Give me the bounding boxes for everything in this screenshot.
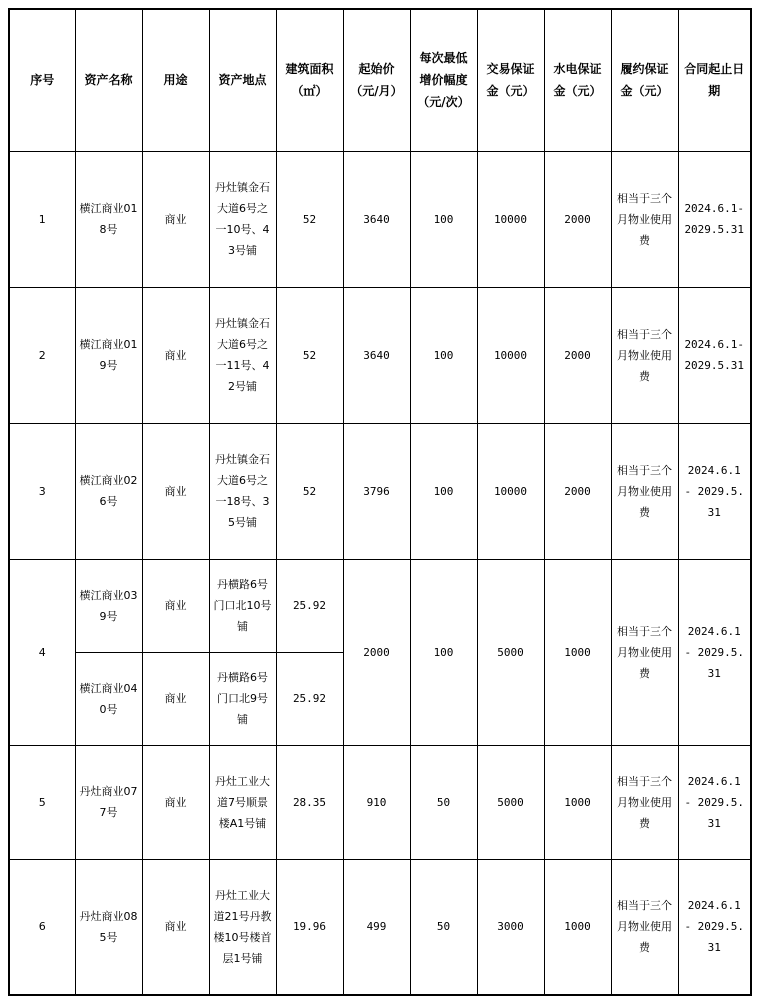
- cell-use: 商业: [142, 745, 209, 859]
- table-row: [9, 745, 751, 859]
- cell-use: 商业: [142, 652, 209, 745]
- cell-start-price: 3640: [343, 151, 410, 287]
- cell-use: 商业: [142, 287, 209, 423]
- cell-contract-period: 2024.6.1 - 2029.5.31: [678, 559, 751, 745]
- table-row: [9, 287, 751, 423]
- cell-location: 丹横路6号门口北9号铺: [209, 652, 276, 745]
- cell-trade-deposit: 10000: [477, 287, 544, 423]
- cell-utility-deposit: 1000: [544, 559, 611, 745]
- cell-trade-deposit: 5000: [477, 559, 544, 745]
- cell-contract-period: 2024.6.1 - 2029.5.31: [678, 859, 751, 995]
- cell-seq: 6: [9, 859, 75, 995]
- cell-contract-period: 2024.6.1 - 2029.5.31: [678, 745, 751, 859]
- cell-name: 丹灶商业077号: [75, 745, 142, 859]
- cell-area: 52: [276, 423, 343, 559]
- header-area: 建筑面积（㎡）: [276, 9, 343, 151]
- cell-utility-deposit: 1000: [544, 745, 611, 859]
- cell-start-price: 910: [343, 745, 410, 859]
- cell-location: 丹横路6号门口北10号铺: [209, 559, 276, 652]
- cell-area: 19.96: [276, 859, 343, 995]
- header-contract-period: 合同起止日期: [678, 9, 751, 151]
- cell-location: 丹灶镇金石大道6号之一11号、42号铺: [209, 287, 276, 423]
- header-location: 资产地点: [209, 9, 276, 151]
- cell-utility-deposit: 2000: [544, 287, 611, 423]
- header-utility-deposit: 水电保证金（元）: [544, 9, 611, 151]
- table-row: [9, 859, 751, 995]
- cell-perf-deposit: 相当于三个月物业使用费: [611, 423, 678, 559]
- cell-utility-deposit: 2000: [544, 151, 611, 287]
- asset-table-container: [8, 8, 752, 996]
- header-use: 用途: [142, 9, 209, 151]
- cell-perf-deposit: 相当于三个月物业使用费: [611, 859, 678, 995]
- cell-seq: 3: [9, 423, 75, 559]
- cell-min-increment: 50: [410, 859, 477, 995]
- cell-contract-period: 2024.6.1-2029.5.31: [678, 151, 751, 287]
- cell-use: 商业: [142, 151, 209, 287]
- cell-seq: 4: [9, 559, 75, 745]
- header-seq: 序号: [9, 9, 75, 151]
- cell-area: 28.35: [276, 745, 343, 859]
- cell-name: 横江商业026号: [75, 423, 142, 559]
- cell-name: 横江商业039号: [75, 559, 142, 652]
- cell-location: 丹灶镇金石大道6号之一18号、35号铺: [209, 423, 276, 559]
- cell-perf-deposit: 相当于三个月物业使用费: [611, 745, 678, 859]
- cell-name: 丹灶商业085号: [75, 859, 142, 995]
- cell-utility-deposit: 2000: [544, 423, 611, 559]
- cell-perf-deposit: 相当于三个月物业使用费: [611, 559, 678, 745]
- cell-min-increment: 100: [410, 287, 477, 423]
- cell-min-increment: 100: [410, 559, 477, 745]
- cell-start-price: 499: [343, 859, 410, 995]
- asset-table: [8, 8, 752, 996]
- cell-location: 丹灶工业大道7号顺景楼A1号铺: [209, 745, 276, 859]
- cell-area: 25.92: [276, 652, 343, 745]
- header-min-increment: 每次最低增价幅度（元/次）: [410, 9, 477, 151]
- cell-area: 52: [276, 287, 343, 423]
- cell-start-price: 3796: [343, 423, 410, 559]
- cell-name: 横江商业040号: [75, 652, 142, 745]
- cell-name: 横江商业019号: [75, 287, 142, 423]
- header-row: [9, 9, 751, 151]
- cell-trade-deposit: 3000: [477, 859, 544, 995]
- cell-min-increment: 50: [410, 745, 477, 859]
- table-row: [9, 559, 751, 652]
- cell-contract-period: 2024.6.1 - 2029.5.31: [678, 423, 751, 559]
- header-trade-deposit: 交易保证金（元）: [477, 9, 544, 151]
- cell-perf-deposit: 相当于三个月物业使用费: [611, 287, 678, 423]
- cell-location: 丹灶镇金石大道6号之一10号、43号铺: [209, 151, 276, 287]
- header-start-price: 起始价（元/月）: [343, 9, 410, 151]
- cell-trade-deposit: 5000: [477, 745, 544, 859]
- cell-min-increment: 100: [410, 151, 477, 287]
- table-row: [9, 151, 751, 287]
- cell-seq: 1: [9, 151, 75, 287]
- cell-utility-deposit: 1000: [544, 859, 611, 995]
- cell-start-price: 3640: [343, 287, 410, 423]
- cell-min-increment: 100: [410, 423, 477, 559]
- cell-name: 横江商业018号: [75, 151, 142, 287]
- header-name: 资产名称: [75, 9, 142, 151]
- table-row: [9, 423, 751, 559]
- cell-perf-deposit: 相当于三个月物业使用费: [611, 151, 678, 287]
- cell-area: 25.92: [276, 559, 343, 652]
- cell-seq: 5: [9, 745, 75, 859]
- cell-area: 52: [276, 151, 343, 287]
- cell-trade-deposit: 10000: [477, 151, 544, 287]
- cell-location: 丹灶工业大道21号丹教楼10号楼首层1号铺: [209, 859, 276, 995]
- cell-contract-period: 2024.6.1-2029.5.31: [678, 287, 751, 423]
- cell-trade-deposit: 10000: [477, 423, 544, 559]
- cell-use: 商业: [142, 559, 209, 652]
- cell-seq: 2: [9, 287, 75, 423]
- cell-start-price: 2000: [343, 559, 410, 745]
- header-perf-deposit: 履约保证金（元）: [611, 9, 678, 151]
- cell-use: 商业: [142, 859, 209, 995]
- cell-use: 商业: [142, 423, 209, 559]
